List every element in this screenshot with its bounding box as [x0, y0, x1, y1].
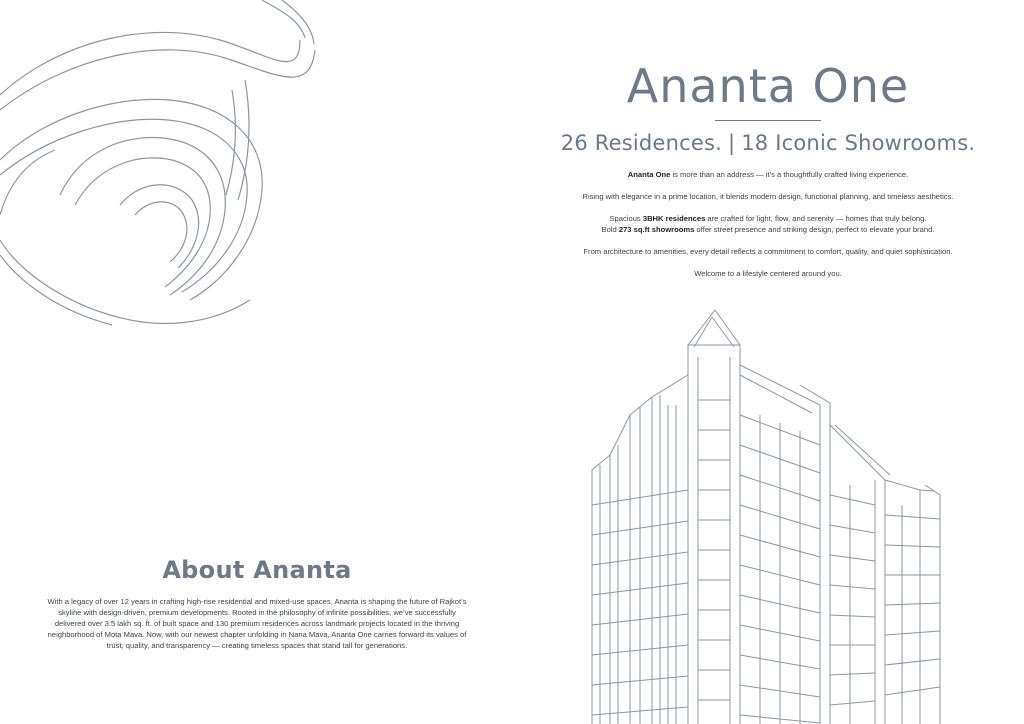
intro-p3-a: Spacious [609, 213, 643, 223]
intro-p3-d: offer street presence and striking design, perfect to elevate your brand. [694, 224, 935, 234]
ananta-logo-swirl-icon [0, 0, 330, 330]
about-section [44, 556, 470, 651]
project-title: Ananta One [626, 59, 910, 113]
intro-p3-c: Bold [601, 224, 619, 234]
about-title: About Ananta [162, 556, 352, 584]
project-subtitle [528, 131, 1008, 155]
subtitle-showrooms: 18 Iconic Showrooms. [741, 130, 976, 155]
intro-paragraph-1 [528, 169, 1008, 180]
subtitle-separator: | [727, 130, 736, 155]
intro-section [528, 60, 1008, 290]
intro-bold-name: Ananta One [627, 169, 671, 179]
subtitle-residences: 26 Residences. [560, 130, 722, 155]
intro-paragraph-2: Rising with elegance in a prime location, it blends modern design, functional planning, and timeless aesthetics. [582, 191, 954, 201]
intro-p3-b: are crafted for light, flow, and serenity — homes that truly belong. [705, 213, 927, 223]
intro-p3-bold-residences: 3BHK residences [642, 213, 706, 223]
title-divider [715, 120, 821, 121]
intro-paragraph-3 [528, 213, 1008, 235]
about-paragraph: With a legacy of over 12 years in crafting high-rise residential and mixed-use spaces, Ananta is shaping the future of Rajkot’s skyline with design-driven, premium developments. Rooted in the philosophy of infinite possibilities, we’ve successfully delivered over 3.5 lakh sq. ft. of built space and 130 premium residences across landmark projects located in the thriving neighborhood of Mota Mava. Now, with our newest chapter unfolding in Nana Mava, Ananta One carries forward its values of trust, quality, and transparency — creating timeless spaces that stand tall for generations. [47, 597, 467, 650]
intro-paragraph-4: From architecture to amenities, every detail reflects a commitment to comfort, quality, and quiet sophistication. [583, 246, 953, 256]
building-illustration-icon [580, 305, 960, 724]
intro-paragraph-5: Welcome to a lifestyle centered around you. [694, 268, 842, 278]
intro-p3-bold-showrooms: 273 sq.ft showrooms [618, 224, 695, 234]
intro-p1-text: is more than an address — it’s a thoughtfully crafted living experience. [670, 169, 909, 179]
